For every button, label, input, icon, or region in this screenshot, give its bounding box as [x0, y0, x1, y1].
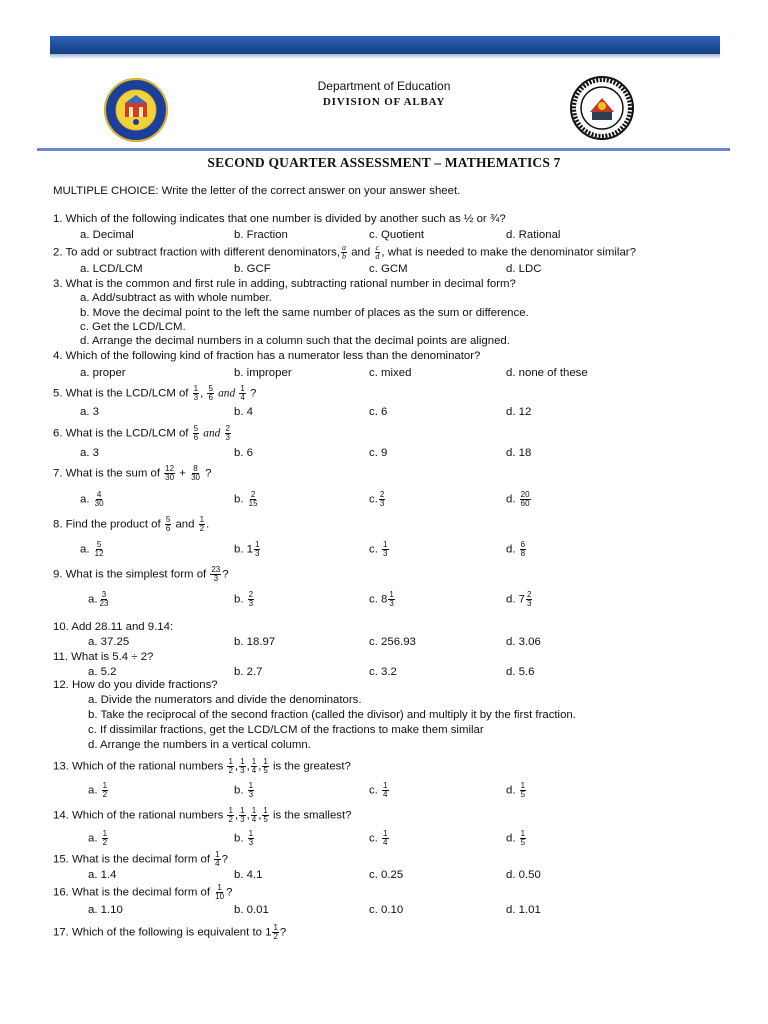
q7-c-fraction [379, 491, 385, 508]
q9-option-b [234, 591, 255, 608]
q9-b-letter: b. [234, 593, 244, 606]
q13-fraction-2 [239, 758, 245, 775]
q2-f1-num: a [342, 243, 347, 252]
q17-end: ? [279, 926, 287, 939]
q16-option-b: b. 0.01 [234, 904, 269, 916]
q9-fraction [210, 566, 221, 583]
q9-option-a [88, 591, 110, 608]
q13-d-num: 1 [520, 781, 526, 790]
q1-stem: 1. Which of the following indicates that one number is divided by another such as ½ or ¾? [53, 213, 506, 225]
q15-stem [53, 851, 228, 868]
q8-a-fraction [94, 541, 105, 558]
q7-f2-den: 30 [191, 473, 200, 482]
q13-option-a [88, 782, 109, 799]
q8-f2-den: 2 [199, 524, 205, 533]
q14-option-c [369, 830, 390, 847]
q1-option-a: a. Decimal [80, 229, 134, 241]
q6-fraction-2 [225, 425, 231, 442]
q14-d-letter: d. [506, 832, 516, 845]
q7-c-letter: c. [369, 493, 378, 506]
q8-option-a [80, 541, 106, 558]
q7-b-den: 15 [248, 499, 258, 508]
q9-a-letter: a. [88, 593, 98, 606]
q2-option-c: c. GCM [369, 263, 408, 275]
q11-option-a: a. 5.2 [88, 666, 117, 678]
q7-stem-text: 7. What is the sum of [53, 467, 164, 480]
q9-d-num: 2 [527, 590, 532, 599]
q5-fraction-3 [239, 385, 245, 402]
q10-option-a: a. 37.25 [88, 636, 130, 648]
q14-stem-text: 14. Which of the rational numbers [53, 809, 227, 822]
q13-a-letter: a. [88, 784, 98, 797]
q6-option-c: c. 9 [369, 447, 388, 459]
q8-option-c [369, 541, 390, 558]
q2-fraction-2 [374, 244, 380, 261]
q15-option-d: d. 0.50 [506, 869, 541, 881]
q8-b-letter: b. 1 [234, 543, 253, 556]
q7-c-num: 2 [379, 490, 385, 499]
q16-option-d: d. 1.01 [506, 904, 541, 916]
q13-d3: 4 [251, 766, 257, 775]
q9-stem [53, 566, 229, 583]
q8-b-fraction [254, 541, 260, 558]
q13-b-den: 3 [248, 790, 254, 799]
q12-option-b: b. Take the reciprocal of the second fraction (called the divisor) and multiply it by the first fraction. [88, 709, 576, 721]
q6-option-d: d. 18 [506, 447, 532, 459]
q2-and: and [348, 246, 374, 259]
q13-fraction-1 [227, 758, 233, 775]
instructions [53, 184, 460, 198]
q6-f1-den: 6 [193, 433, 199, 442]
q5-option-a: a. 3 [80, 406, 99, 418]
q5-f2-num: 5 [208, 384, 213, 393]
q14-c-den: 4 [383, 838, 388, 847]
q14-option-d [506, 830, 527, 847]
q5-f1-num: 1 [193, 384, 199, 393]
q14-d2: 3 [240, 815, 245, 824]
q5-f2-den: 6 [208, 393, 213, 402]
q8-c-num: 1 [383, 540, 388, 549]
q15-den: 4 [215, 859, 220, 868]
q14-a-den: 2 [102, 838, 108, 847]
q15-end: ? [221, 853, 228, 866]
q13-d4: 5 [263, 766, 268, 775]
q6-stem [53, 425, 232, 442]
q13-n4: 1 [263, 757, 268, 766]
q4-option-d: d. none of these [506, 367, 588, 379]
q17-num: 1 [273, 923, 278, 932]
q2-stem [53, 244, 636, 261]
q8-stem-text: 8. Find the product of [53, 518, 164, 531]
q14-fraction-1 [227, 807, 233, 824]
q5-fraction-2 [207, 385, 213, 402]
q16-num: 1 [217, 883, 222, 892]
q7-plus: + [179, 467, 186, 480]
q8-a-den: 12 [94, 549, 104, 558]
q9-num: 23 [211, 565, 221, 574]
q16-den: 10 [215, 892, 225, 901]
q9-end: ? [222, 568, 229, 581]
q3-option-b: b. Move the decimal point to the left the same number of places as the sum or difference. [80, 307, 529, 319]
q5-stem: 5. What is the LCD/LCM of $\frac{1}{3}$ , $\frac{5}{6}$ and $\frac{1}{4}$ ? [53, 384, 257, 402]
q3-option-c: c. Get the LCD/LCM. [80, 321, 186, 333]
q14-end: is the smallest? [269, 809, 352, 822]
q3-option-d: d. Arrange the decimal numbers in a column such that the decimal points are aligned. [80, 335, 510, 347]
q15-num: 1 [215, 850, 220, 859]
q10-option-c: c. 256.93 [369, 636, 416, 648]
q5-option-c: c. 6 [369, 406, 388, 418]
q8-a-num: 5 [96, 540, 102, 549]
q4-option-b: b. improper [234, 367, 292, 379]
q14-option-a [88, 830, 109, 847]
q2-fraction-1 [341, 244, 347, 261]
q15-option-b: b. 4.1 [234, 869, 263, 881]
q10-option-d: d. 3.06 [506, 636, 541, 648]
q15-fraction [214, 851, 220, 868]
q16-stem-text: 16. What is the decimal form of [53, 886, 214, 899]
q14-c-fraction [382, 830, 388, 847]
q17-fraction [272, 924, 278, 941]
q10-stem: 10. Add 28.11 and 9.14: [53, 621, 174, 633]
q6-option-a: a. 3 [80, 447, 99, 459]
q9-option-d [506, 591, 533, 608]
q2-option-a: a. LCD/LCM [80, 263, 143, 275]
q13-b-num: 1 [248, 781, 254, 790]
q14-stem: 14. Which of the rational numbers $\frac{1}{2}$ , $\frac{1}{3}$ , $\frac{1}{4}$ , $\frac{1}{5}$ is the smallest? [53, 806, 352, 824]
instructions-text: Write the letter of the correct answer on your answer sheet. [158, 185, 461, 197]
q8-stem [53, 516, 209, 533]
q7-option-b [234, 491, 260, 508]
q8-b-den: 3 [255, 549, 260, 558]
department-name: Department of Education [317, 79, 451, 93]
q6-and: and [203, 427, 221, 440]
q13-c-den: 4 [383, 790, 388, 799]
q8-d-num: 6 [520, 540, 526, 549]
q5-option-d: d. 12 [506, 406, 532, 418]
q5-f3-den: 4 [240, 393, 245, 402]
q14-option-b [234, 830, 255, 847]
q2-stem-post: , what is needed to make the denominator similar? [381, 246, 636, 259]
q14-d-num: 1 [520, 829, 526, 838]
q4-stem: 4. Which of the following kind of fraction has a numerator less than the denominator? [53, 350, 481, 362]
q6-f2-num: 2 [225, 424, 230, 433]
q5-option-b: b. 4 [234, 406, 253, 418]
q1-option-b: b. Fraction [234, 229, 288, 241]
q12-option-a: a. Divide the numerators and divide the denominators. [88, 694, 362, 706]
q13-stem: 13. Which of the rational numbers $\frac{1}{2}$ , $\frac{1}{3}$ , $\frac{1}{4}$ , $\frac{1}{5}$ is the greatest? [53, 757, 351, 775]
q9-a-den: 23 [99, 599, 109, 608]
q13-fraction-3 [251, 758, 257, 775]
q7-f1-den: 30 [165, 473, 175, 482]
page-title: SECOND QUARTER ASSESSMENT – MATHEMATICS 7 [207, 155, 561, 170]
q8-c-letter: c. [369, 543, 378, 556]
q15-stem-text: 15. What is the decimal form of [53, 853, 214, 866]
q2-stem-pre: 2. To add or subtract fraction with different denominators, [53, 246, 341, 259]
q9-d-den: 3 [527, 599, 532, 608]
q6-f2-den: 3 [225, 433, 230, 442]
q13-d-letter: d. [506, 784, 516, 797]
q14-fraction-3 [251, 807, 257, 824]
q13-d-fraction [520, 782, 526, 799]
q8-f2-num: 1 [199, 515, 205, 524]
q8-c-den: 3 [383, 549, 388, 558]
q12-stem: 12. How do you divide fractions? [53, 679, 218, 691]
q15-option-c: c. 0.25 [369, 869, 404, 881]
q7-fraction-2 [190, 465, 201, 482]
q17-stem-text: 17. Which of the following is equivalent to 1 [53, 926, 272, 939]
q7-fraction-1 [164, 465, 175, 482]
q8-option-b [234, 541, 261, 558]
q11-option-c: c. 3.2 [369, 666, 397, 678]
q8-c-fraction [382, 541, 388, 558]
q13-n1: 1 [228, 757, 233, 766]
q13-d-den: 5 [520, 790, 526, 799]
q14-d-fraction [520, 830, 526, 847]
q7-option-d [506, 491, 532, 508]
q9-d-fraction [526, 591, 532, 608]
q13-a-den: 2 [102, 790, 108, 799]
q13-option-d [506, 782, 527, 799]
q9-b-den: 3 [248, 599, 254, 608]
q10-option-b: b. 18.97 [234, 636, 276, 648]
q3-option-a: a. Add/subtract as with whole number. [80, 292, 272, 304]
q8-and: and [175, 518, 195, 531]
q14-n2: 1 [240, 806, 245, 815]
q1-option-d: d. Rational [506, 229, 561, 241]
q13-c-letter: c. [369, 784, 378, 797]
q9-option-c [369, 591, 396, 608]
q12-option-d: d. Arrange the numbers in a vertical column. [88, 739, 311, 751]
q14-n3: 1 [251, 806, 257, 815]
q16-option-a: a. 1.10 [88, 904, 123, 916]
q4-option-a: a. proper [80, 367, 126, 379]
q8-d-fraction [520, 541, 526, 558]
q7-option-a [80, 491, 106, 508]
q14-a-letter: a. [88, 832, 98, 845]
q9-a-num: 3 [101, 590, 107, 599]
q7-stem [53, 465, 211, 482]
q9-b-fraction [248, 591, 254, 608]
q13-n3: 1 [251, 757, 257, 766]
q9-c-den: 3 [389, 599, 394, 608]
q4-option-c: c. mixed [369, 367, 412, 379]
q6-option-b: b. 6 [234, 447, 253, 459]
q7-d-num: 20 [520, 490, 530, 499]
q9-c-num: 1 [389, 590, 394, 599]
q2-f2-num: c [375, 243, 380, 252]
q8-f1-den: 6 [165, 524, 171, 533]
q7-a-num: 4 [96, 490, 102, 499]
q14-b-letter: b. [234, 832, 244, 845]
q13-c-num: 1 [383, 781, 388, 790]
q5-stem-text: 5. What is the LCD/LCM of [53, 387, 192, 400]
q17-den: 2 [273, 932, 278, 941]
q12-option-c: c. If dissimilar fractions, get the LCD/LCM of the fractions to make them similar [88, 724, 484, 736]
instructions-label: MULTIPLE CHOICE: [53, 185, 159, 197]
q13-option-b [234, 782, 255, 799]
q7-a-den: 30 [94, 499, 104, 508]
q13-a-num: 1 [102, 781, 108, 790]
q13-fraction-4 [262, 758, 268, 775]
q5-fraction-1 [193, 385, 199, 402]
q9-stem-text: 9. What is the simplest form of [53, 568, 210, 581]
q8-d-den: 8 [520, 549, 526, 558]
q2-f2-den: d [375, 252, 380, 261]
q9-c-letter: c. 8 [369, 593, 388, 606]
header-band [50, 36, 720, 54]
q6-stem-text: 6. What is the LCD/LCM of [53, 427, 192, 440]
q8-d-letter: d. [506, 543, 516, 556]
division-name: DIVISION OF ALBAY [322, 96, 446, 108]
q8-fraction-2 [199, 516, 205, 533]
q11-option-b: b. 2.7 [234, 666, 263, 678]
q14-n1: 1 [228, 806, 233, 815]
q13-stem-text: 13. Which of the rational numbers [53, 760, 227, 773]
q15-option-a: a. 1.4 [88, 869, 117, 881]
q3-stem: 3. What is the common and first rule in adding, subtracting rational number in decimal form? [53, 278, 516, 290]
q14-n4: 1 [263, 806, 268, 815]
q1-option-c: c. Quotient [369, 229, 425, 241]
q14-d4: 5 [263, 815, 268, 824]
q13-d1: 2 [228, 766, 233, 775]
q6-f1-num: 5 [193, 424, 199, 433]
q13-c-fraction [382, 782, 388, 799]
q2-option-d: d. LDC [506, 263, 542, 275]
q16-stem [53, 884, 232, 901]
header-rule [37, 148, 730, 151]
q14-a-fraction [102, 830, 108, 847]
q7-a-fraction [94, 491, 105, 508]
q7-d-letter: d. [506, 493, 516, 506]
q14-fraction-4 [262, 807, 268, 824]
q6-fraction-1 [193, 425, 199, 442]
q9-a-fraction [99, 591, 110, 608]
q8-option-d [506, 541, 527, 558]
q5-and: and [218, 387, 236, 400]
q14-fraction-2 [239, 807, 245, 824]
q16-fraction [214, 884, 225, 901]
q13-b-fraction [248, 782, 254, 799]
q9-den: 3 [213, 574, 219, 583]
q7-b-num: 2 [250, 490, 256, 499]
q9-c-fraction [388, 591, 394, 608]
q7-end: ? [205, 467, 212, 480]
q17-stem [53, 924, 286, 941]
q14-a-num: 1 [102, 829, 108, 838]
q14-c-num: 1 [383, 829, 388, 838]
q2-option-b: b. GCF [234, 263, 271, 275]
q5-f3-num: 1 [240, 384, 245, 393]
q13-n2: 1 [240, 757, 245, 766]
q13-a-fraction [102, 782, 108, 799]
q14-d-den: 5 [520, 838, 526, 847]
q14-b-den: 3 [248, 838, 254, 847]
q16-end: ? [226, 886, 233, 899]
q9-d-letter: d. 7 [506, 593, 525, 606]
header-band-shadow [50, 54, 720, 59]
q8-fraction-1 [165, 516, 171, 533]
q8-b-num: 1 [255, 540, 260, 549]
q16-option-c: c. 0.10 [369, 904, 404, 916]
q8-end: . [206, 518, 210, 531]
q11-stem: 11. What is 5.4 ÷ 2? [53, 651, 154, 663]
q13-end: is the greatest? [269, 760, 351, 773]
q8-a-letter: a. [80, 543, 90, 556]
q5-f1-den: 3 [193, 393, 199, 402]
q7-b-fraction [248, 491, 259, 508]
q14-b-fraction [248, 830, 254, 847]
q7-d-fraction [520, 491, 531, 508]
q14-b-num: 1 [248, 829, 254, 838]
q7-a-letter: a. [80, 493, 90, 506]
q14-d3: 4 [251, 815, 257, 824]
q2-f1-den: b [342, 252, 347, 261]
q13-option-c [369, 782, 390, 799]
q8-f1-num: 5 [165, 515, 171, 524]
q9-b-num: 2 [248, 590, 254, 599]
q7-f1-num: 12 [165, 464, 175, 473]
q7-f2-num: 8 [193, 464, 198, 473]
q11-option-d: d. 5.6 [506, 666, 535, 678]
q7-c-den: 3 [379, 499, 385, 508]
q7-d-den: 60 [520, 499, 530, 508]
q7-b-letter: b. [234, 493, 244, 506]
q13-b-letter: b. [234, 784, 244, 797]
q14-d1: 2 [228, 815, 233, 824]
q5-end: ? [249, 387, 257, 400]
q7-option-c [369, 491, 386, 508]
q14-c-letter: c. [369, 832, 378, 845]
q13-d2: 3 [240, 766, 245, 775]
